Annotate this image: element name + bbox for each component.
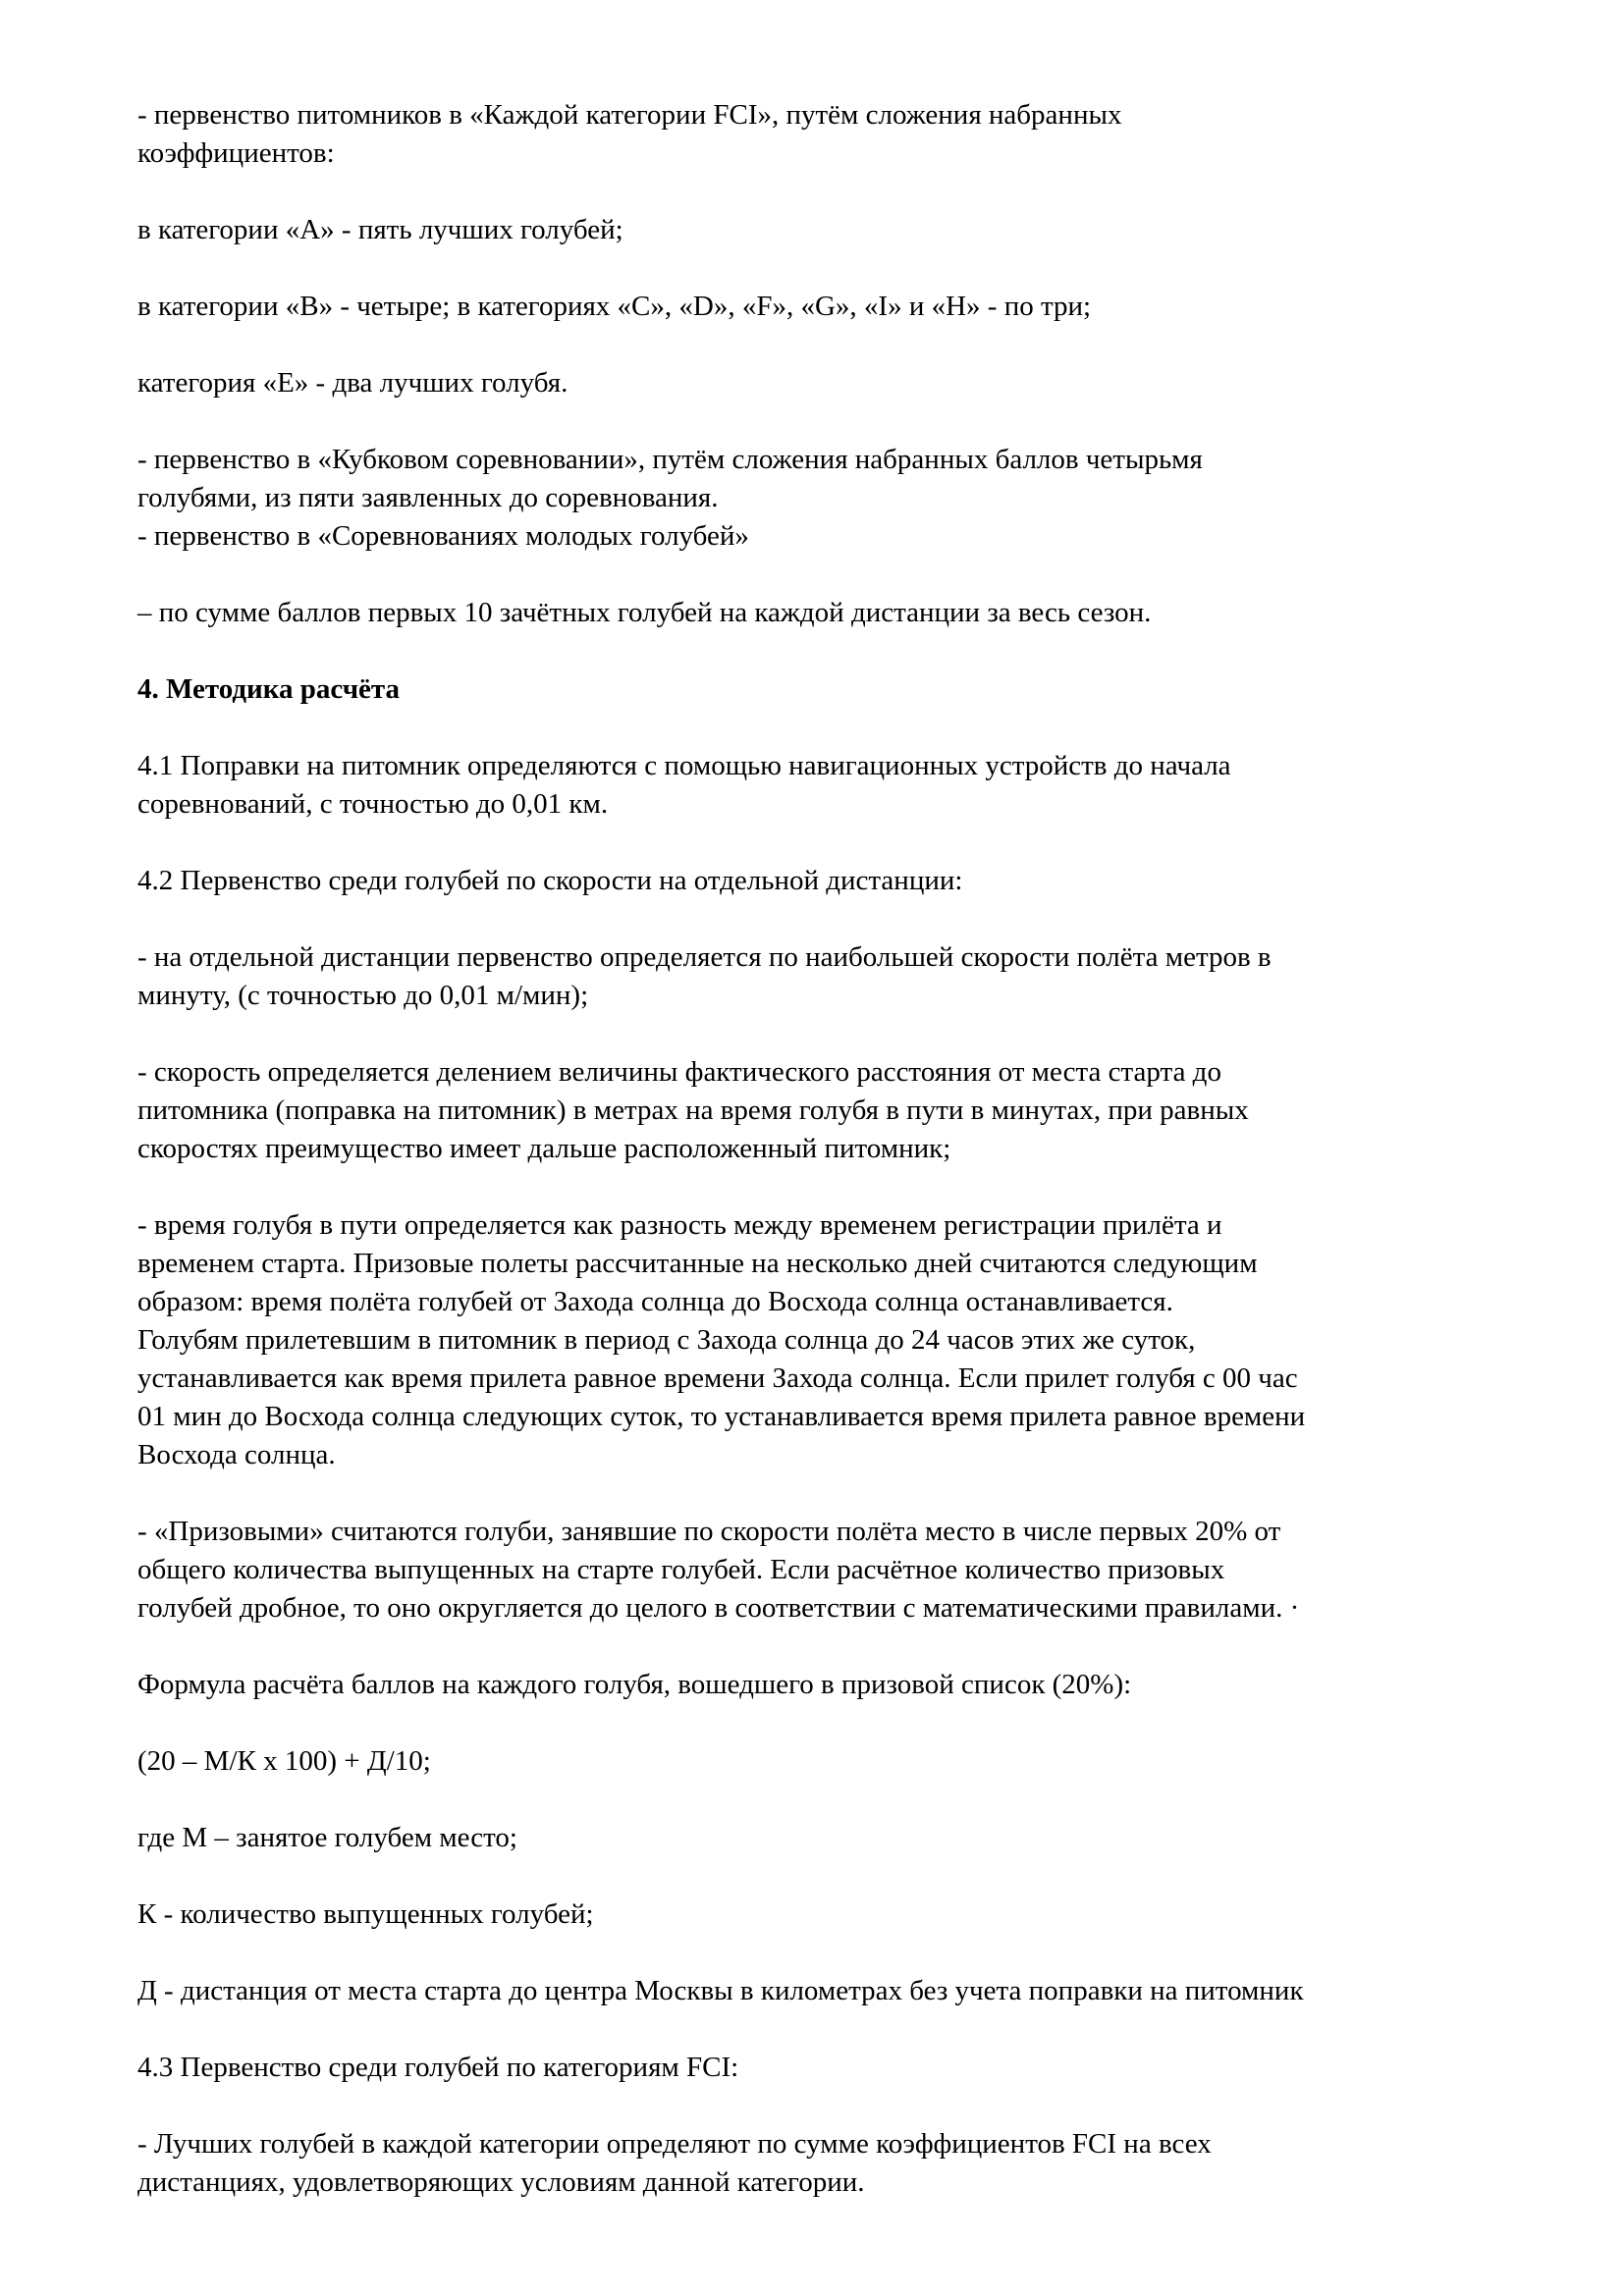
cup-competition-paragraph: - первенство в «Кубковом соревновании», путём сложения набранных баллов четырьмя голубями, из пяти заявленных до соревнования.: [137, 444, 1203, 513]
category-b-paragraph: в категории «B» - четыре; в категориях «C», «D», «F», «G», «I» и «H» - по три;: [137, 291, 1092, 322]
season-score-paragraph: – по сумме баллов первых 10 зачётных голубей на каждой дистанции за весь сезон.: [137, 597, 1152, 628]
speed-definition-paragraph: - скорость определяется делением величины фактического расстояния от места старта до питомника (поправка на питомник) в метрах на время голубя в пути в минутах, при равных скоростях преимущество имеет дальше расположенный питомник;: [137, 1056, 1249, 1164]
section-4-2-heading: 4.2 Первенство среди голубей по скорости на отдельной дистанции:: [137, 865, 963, 896]
formula-m-definition: где М – занятое голубем место;: [137, 1822, 517, 1853]
category-e-paragraph: категория «E» - два лучших голубя.: [137, 367, 568, 399]
section-heading-calculation-method: 4. Методика расчёта: [137, 673, 401, 705]
best-pigeons-category-paragraph: - Лучших голубей в каждой категории определяют по сумме коэффициентов FCI на всех дистанциях, удовлетворяющих условиям данной категории.: [137, 2128, 1212, 2198]
formula-k-definition: К - количество выпущенных голубей;: [137, 1898, 594, 1930]
category-a-paragraph: в категории «A» - пять лучших голубей;: [137, 214, 623, 245]
young-pigeons-competition-paragraph: - первенство в «Соревнованиях молодых голубей»: [137, 520, 749, 552]
flight-time-paragraph: - время голубя в пути определяется как разность между временем регистрации прилёта и временем старта. Призовые полеты рассчитанные на несколько дней считаются следующим образом: время полёта голубей от Захода солнца до Восхода солнца останавливается. Голубям прилетевшим в питомник в период с Захода солнца до 24 часов этих же суток, устанавливается как время прилета равное времени Захода солнца. Если прилет голубя с 00 час 01 мин до Восхода солнца следующих суток, то устанавливается время прилета равное времени Восхода солнца.: [137, 1209, 1306, 1470]
document-body: [137, 96, 1502, 2240]
section-4-1-paragraph: 4.1 Поправки на питомник определяются с помощью навигационных устройств до начала соревнований, с точностью до 0,01 км.: [137, 750, 1231, 820]
prize-pigeons-paragraph: - «Призовыми» считаются голуби, занявшие по скорости полёта место в числе первых 20% от общего количества выпущенных на старте голубей. Если расчётное количество призовых голубей дробное, то оно округляется до целого в соответствии с математическими правилами. ·: [137, 1516, 1300, 1624]
formula-d-definition: Д - дистанция от места старта до центра Москвы в километрах без учета поправки на питомник: [137, 1975, 1304, 2006]
kennel-fci-championship-paragraph: - первенство питомников в «Каждой категории FCI», путём сложения набранных коэффициентов:: [137, 99, 1122, 169]
distance-speed-paragraph: - на отдельной дистанции первенство определяется по наибольшей скорости полёта метров в минуту, (с точностью до 0,01 м/мин);: [137, 941, 1272, 1011]
points-formula: (20 – М/К х 100) + Д/10;: [137, 1745, 431, 1777]
points-formula-caption: Формула расчёта баллов на каждого голубя, вошедшего в призовой список (20%):: [137, 1669, 1132, 1700]
section-4-3-heading: 4.3 Первенство среди голубей по категориям FCI:: [137, 2052, 739, 2083]
